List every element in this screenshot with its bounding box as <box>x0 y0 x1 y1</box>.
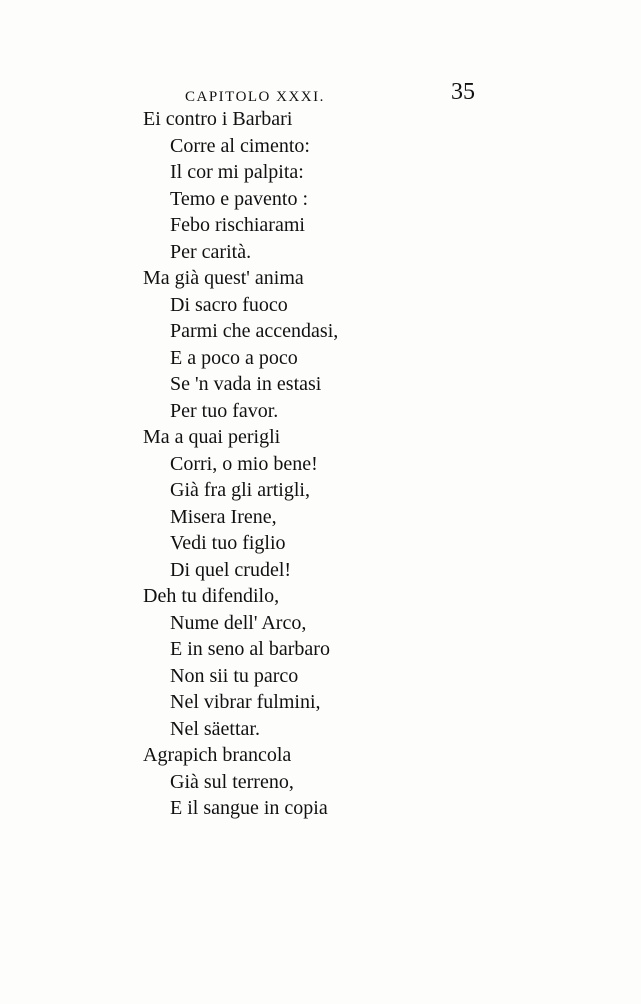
verse-line: Agrapich brancola <box>143 744 292 766</box>
page-number: 35 <box>451 79 475 105</box>
verse-line: Deh tu difendilo, <box>143 585 280 607</box>
verse-line: Corri, o mio bene! <box>170 452 318 475</box>
verse-line: Se 'n vada in estasi <box>170 373 322 395</box>
verse-line: E in seno al barbaro <box>170 638 330 660</box>
verse-line: Ei contro i Barbari <box>143 108 293 130</box>
verse-line: Già sul terreno, <box>170 770 294 793</box>
verse-line: Febo rischiarami <box>170 214 305 236</box>
verse-line: Per carità. <box>170 240 252 263</box>
verse-line: Corre al cimento: <box>170 134 310 157</box>
verse-line: Di sacro fuoco <box>170 293 288 316</box>
verse-line: Ma a quai perigli <box>143 426 281 448</box>
verse-line: Nume dell' Arco, <box>170 611 307 634</box>
verse-block <box>143 106 443 822</box>
verse-line: Temo e pavento : <box>170 187 308 210</box>
verse-line: Non sii tu parco <box>170 664 299 687</box>
verse-line: Parmi che accendasi, <box>170 320 339 342</box>
verse-line: Per tuo favor. <box>170 399 279 422</box>
running-head: CAPITOLO XXXI. <box>185 89 325 105</box>
verse-line: Il cor mi palpita: <box>170 161 304 183</box>
verse-line: Nel vibrar fulmini, <box>170 691 321 713</box>
verse-line: Misera Irene, <box>170 505 277 528</box>
verse-line: Nel säettar. <box>170 717 260 740</box>
verse-line: Ma già quest' anima <box>143 267 304 289</box>
verse-line: Vedi tuo figlio <box>170 532 286 554</box>
verse-line: Di quel crudel! <box>170 558 292 581</box>
verse-line: E a poco a poco <box>170 346 298 369</box>
verse-line: E il sangue in copia <box>170 797 328 819</box>
verse-line: Già fra gli artigli, <box>170 479 310 501</box>
